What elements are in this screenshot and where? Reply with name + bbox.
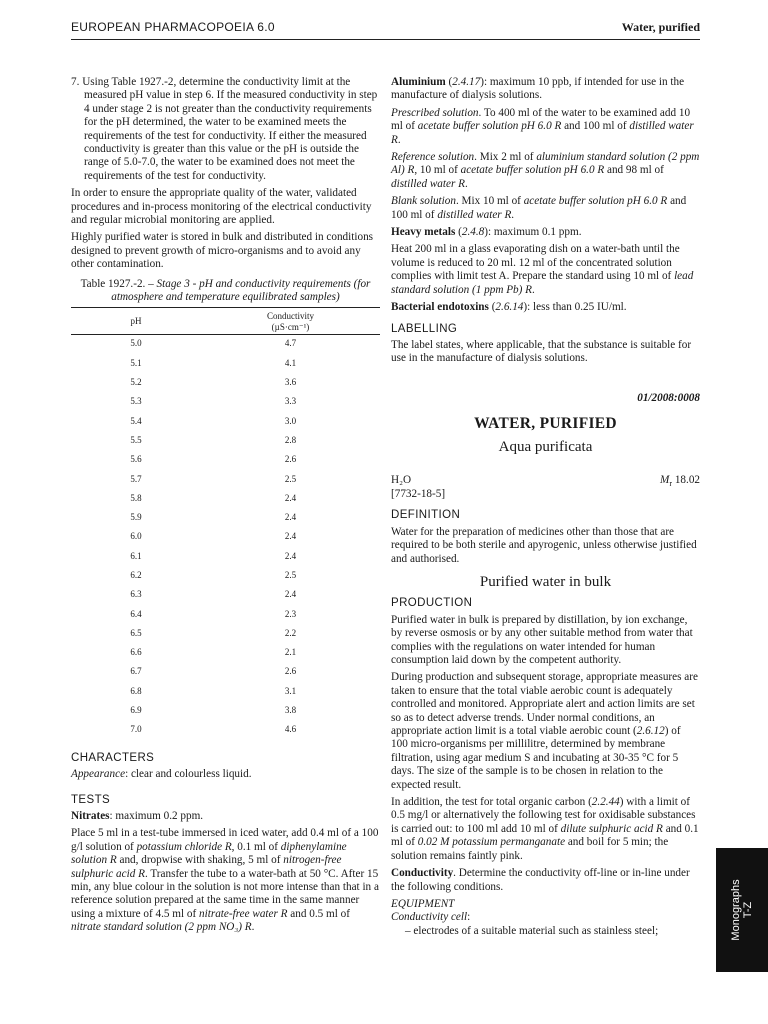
cas-number: [7732-18-5] — [391, 487, 446, 500]
conductivity-test: Conductivity. Determine the conductivity off-line or in-line under the following conditions. — [391, 867, 690, 893]
table-row — [71, 701, 380, 720]
nitrates-procedure: Place 5 ml in a test-tube immersed in iced water, add 0.4 ml of a 100 g/l solution of potassium chloride R, 0.1 ml of diphenylamine solution R and, dropwise with shaking, 5 ml of nitrogen-free sulphuric acid R. Transfer the tube to a water-bath at 50 °C. After 15 min, any blue colour in the solution is not more intense than that in a reference solution prepared at the same time in the same manner using a mixture of 4.5 ml of nitrate-free water R and 0.5 ml of nitrate standard solution (2 ppm NO₃) R. — [71, 827, 379, 934]
ph-cell: 7.0 — [130, 724, 142, 735]
ph-cell: 6.6 — [130, 647, 142, 658]
characters-heading: CHARACTERS — [71, 751, 155, 764]
left-column — [71, 76, 380, 939]
toc-test: In addition, the test for total organic carbon (2.2.44) with a limit of 0.5 mg/l or alternatively the following test for oxidisable substances is carried out: to 100 ml add 10 ml of dilute sulphuric acid R and 0.1 ml of 0.02 M potassium permanganate and boil for 5 min; the solution remains faintly pink. — [391, 796, 699, 862]
right-column — [391, 76, 700, 942]
heavy-metals-procedure: Heat 200 ml in a glass evaporating dish on a water-bath until the volume is reduced to 20 ml. 12 ml of the concentrated solution complies with limit test A. Prepare the standard using 10 ml of lead standard solution (1 ppm Pb) R. — [391, 243, 694, 296]
labelling-text: The label states, where applicable, that the substance is suitable for use in the manufacture of dialysis solutions. — [391, 338, 692, 365]
paragraph-storage: Highly purified water is stored in bulk and distributed in conditions designed to prevent growth of micro-organisms and to avoid any other contamination. — [71, 231, 374, 271]
molecular-mass: $M_r$ 18.02 — [660, 473, 700, 489]
ph-cell: 6.3 — [130, 589, 142, 600]
paragraph-quality: In order to ensure the appropriate quality of the water, validated procedures and in-process monitoring of the electrical conductivity and regular microbial monitoring are applied. — [71, 187, 372, 227]
table-row — [71, 508, 380, 527]
monograph-title: WATER, PURIFIED — [474, 415, 617, 433]
ph-cell: 5.0 — [130, 338, 142, 349]
nitrates-limit: Nitrates: maximum 0.2 ppm. — [71, 809, 204, 822]
conductivity-cell: 2.1 — [284, 647, 297, 658]
ph-cell: 5.6 — [130, 454, 142, 465]
table-row — [71, 585, 380, 604]
definition-text: Water for the preparation of medicines other than those that are required to be both sterile and apyrogenic, unless otherwise justified and authorised. — [391, 525, 697, 565]
conductivity-cell: 2.6 — [284, 666, 297, 677]
ph-cell: 5.2 — [130, 377, 142, 388]
col-header-conductivity: Conductivity (µS·cm⁻¹) — [201, 307, 380, 334]
bacterial-endotoxins: Bacterial endotoxins (2.6.14): less than 0.25 IU/ml. — [391, 301, 627, 314]
ph-cell: 5.4 — [130, 415, 142, 426]
monograph-id: 01/2008:0008 — [637, 391, 700, 404]
table-row — [71, 663, 380, 682]
production-text: Purified water in bulk is prepared by distillation, by ion exchange, by reverse osmosis or by any other suitable method from water that complies with the regulations on water intended for human consumption laid down by the competent authority. — [391, 613, 693, 666]
production-heading: PRODUCTION — [391, 597, 473, 610]
table-row — [71, 643, 380, 662]
table-row — [71, 527, 380, 546]
ph-cell: 6.0 — [130, 531, 142, 542]
conductivity-cell: 2.4 — [284, 531, 297, 542]
side-tab-label: Monographs T-Z — [730, 879, 754, 941]
publication-title: EUROPEAN PHARMACOPOEIA 6.0 — [71, 20, 275, 34]
conductivity-cell: 2.4 — [284, 492, 297, 503]
labelling-heading: LABELLING — [391, 322, 458, 335]
ph-cell: 5.5 — [130, 434, 142, 445]
ph-cell: 6.1 — [130, 550, 142, 561]
ph-cell: 5.8 — [130, 492, 142, 503]
table-row — [71, 354, 380, 373]
conductivity-cell: 2.2 — [284, 627, 297, 638]
conductivity-cell: 2.3 — [284, 608, 297, 619]
conductivity-cell: 2.4 — [284, 512, 297, 523]
table-row — [71, 566, 380, 585]
table-row — [71, 489, 380, 508]
monographs-side-tab — [716, 848, 768, 972]
electrodes-item: – electrodes of a suitable material such as stainless steel; — [405, 924, 659, 937]
table-body — [71, 334, 380, 740]
ph-cell: 5.1 — [130, 357, 142, 368]
ph-cell: 5.3 — [130, 396, 142, 407]
conductivity-cell: 2.4 — [284, 589, 297, 600]
table-caption: Table 1927.-2. – Stage 3 - pH and conductivity requirements (for atmosphere and temperature equilibrated samples) — [80, 277, 371, 304]
table-row — [71, 450, 380, 469]
ph-cell: 6.7 — [130, 666, 142, 677]
conductivity-cell: 2.6 — [284, 454, 297, 465]
step-7: 7. Using Table 1927.-2, determine the conductivity limit at the measured pH value in step 6. If the measured conductivity in step 4 under stage 2 is not greater than the conductivity requirements for the pH determined, the water to be examined meets the requirements of the test for conductivity. If either the measured conductivity is greater than this value or the pH is outside the range of 5.0-7.0, the water to be examined does not meet the requirements of the test for conductivity. — [71, 76, 378, 182]
conductivity-cell: 2.8 — [284, 434, 297, 445]
running-title: Water, purified — [621, 20, 700, 34]
ph-cell: 6.4 — [130, 608, 142, 619]
conductivity-cell: 3.1 — [284, 685, 297, 696]
ph-cell: 6.5 — [130, 627, 142, 638]
conductivity-cell: 3.6 — [284, 377, 297, 388]
formula-row — [391, 474, 700, 488]
table-row — [71, 334, 380, 354]
appearance: Appearance: clear and colourless liquid. — [71, 768, 252, 781]
conductivity-table — [71, 307, 380, 740]
table-row — [71, 720, 380, 739]
conductivity-cell: 4.6 — [284, 724, 297, 735]
conductivity-cell: 3.3 — [284, 396, 297, 407]
conductivity-cell: Conductivity cell: — [391, 911, 471, 924]
conductivity-cell: 2.4 — [284, 550, 297, 561]
prescribed-solution: Prescribed solution. To 400 ml of the water to be examined add 10 ml of acetate buffer solution pH 6.0 R and 100 ml of distilled water R. — [391, 106, 694, 146]
conductivity-cell: 4.1 — [284, 357, 297, 368]
latin-name: Aqua purificata — [498, 438, 593, 455]
col-header-ph: pH — [71, 307, 201, 334]
ph-cell: 6.8 — [130, 685, 142, 696]
conductivity-cell: 3.0 — [284, 415, 297, 426]
ph-cell: 5.7 — [130, 473, 142, 484]
definition-heading: DEFINITION — [391, 509, 461, 522]
heavy-metals-test: Heavy metals (2.4.8): maximum 0.1 ppm. — [391, 226, 582, 239]
conductivity-cell: 4.7 — [284, 338, 297, 349]
table-row — [71, 392, 380, 411]
tests-heading: TESTS — [71, 793, 111, 806]
conductivity-cell: 3.8 — [284, 705, 297, 716]
conductivity-cell: 2.5 — [284, 473, 297, 484]
table-row — [71, 682, 380, 701]
reference-solution: Reference solution. Mix 2 ml of aluminium standard solution (2 ppm Al) R, 10 ml of acetate buffer solution pH 6.0 R and 98 ml of distilled water R. — [391, 151, 700, 190]
ph-cell: 6.9 — [130, 705, 142, 716]
ph-cell: 5.9 — [130, 512, 142, 523]
table-row — [71, 412, 380, 431]
table-row — [71, 547, 380, 566]
aluminium-test: Aluminium (2.4.17): maximum 10 ppb, if intended for use in the manufacture of dialysis solutions. — [391, 76, 685, 102]
bulk-title: Purified water in bulk — [479, 573, 612, 590]
conductivity-cell: 2.5 — [284, 570, 297, 580]
table-row — [71, 605, 380, 624]
blank-solution: Blank solution. Mix 10 ml of acetate buffer solution pH 6.0 R and 100 ml of distilled water R. — [391, 195, 687, 221]
table-row — [71, 624, 380, 643]
equipment-heading: EQUIPMENT — [391, 897, 455, 910]
ph-cell: 6.2 — [130, 570, 142, 580]
table-row — [71, 470, 380, 489]
storage-monitoring: During production and subsequent storage, appropriate measures are taken to ensure that the total viable aerobic count is adequately controlled and monitored. Appropriate alert and action limits are set so as to detect adverse trends. Under normal conditions, an appropriate action limit is a total viable aerobic count (2.6.12) of 100 micro-organisms per millilitre, determined by membrane filtration, using agar medium S and incubating at 30-35 °C for 5 days. The size of the sample is to be chosen in relation to the expected result. — [391, 671, 698, 791]
page-header — [71, 19, 700, 40]
table-row — [71, 431, 380, 450]
table-row — [71, 373, 380, 392]
molecular-formula: H₂O — [391, 473, 412, 486]
